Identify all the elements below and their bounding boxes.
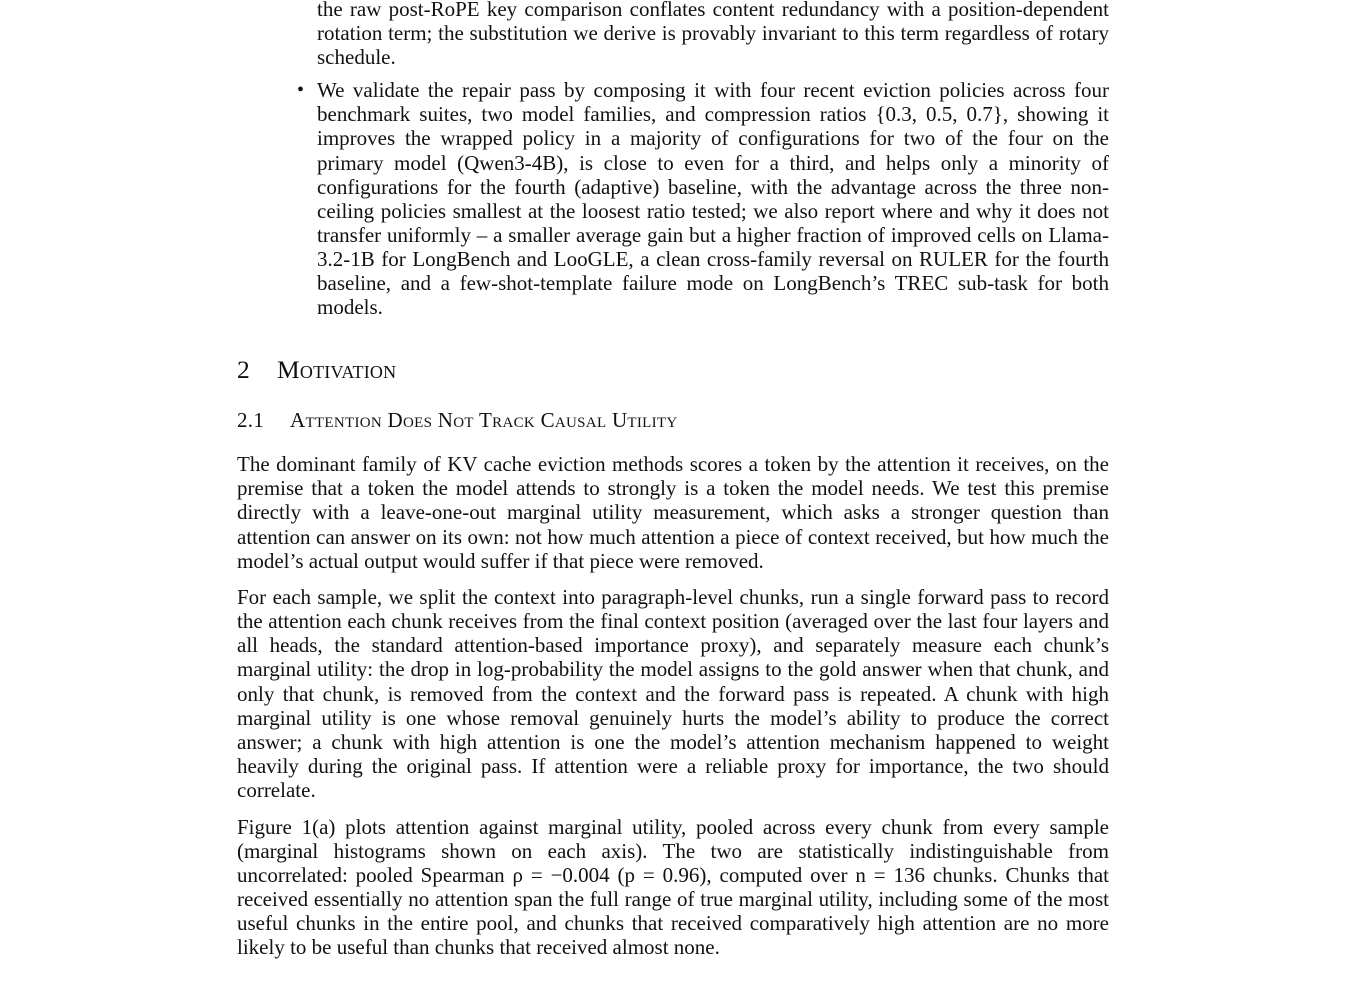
paragraph: The dominant family of KV cache eviction methods scores a token by the attention it receives, on the premise that a token the model attends to strongly is a token the model needs. We test this premise directly with a leave-one-out marginal utility measurement, which asks a stronger question than attention can answer on its own: not how much attention a piece of context received, but how much the model’s actual output would suffer if that piece were removed. [237, 452, 1109, 573]
subsection-number: 2.1 [237, 408, 265, 433]
section-title: Motivation [277, 355, 397, 385]
paper-page [237, 0, 1109, 959]
paragraph: For each sample, we split the context into paragraph-level chunks, run a single forward pass to record the attention each chunk receives from the final context position (averaged over the last four layers and all heads, the standard attention-based importance proxy), and separately measure each chunk’s marginal utility: the drop in log-probability the model assigns to the gold answer when that chunk, and only that chunk, is removed from the context and the forward pass is repeated. A chunk with high marginal utility is one whose removal genuinely hurts the model’s ability to produce the correct answer; a chunk with high attention is one the model’s attention mechanism happened to weight heavily during the original pass. If attention were a reliable proxy for importance, the two should correlate. [237, 585, 1109, 802]
section-heading [237, 355, 1109, 385]
subsection-title: Attention Does Not Track Causal Utility [290, 408, 678, 433]
bullet-continuation [317, 0, 1109, 69]
section-number: 2 [237, 355, 250, 385]
subsection-heading [237, 407, 1109, 433]
bullet-continuation-text: the raw post-RoPE key comparison conflates content redundancy with a position-dependent rotation term; the substitution we derive is provably invariant to this term regardless of rotary schedule. [317, 0, 1109, 70]
bullet-text: We validate the repair pass by composing it with four recent eviction policies across four benchmark suites, two model families, and compression ratios {0.3, 0.5, 0.7}, showing it improves the wrapped policy in a majority of configurations for two of the four on the primary model (Qwen3-4B), is close to even for a third, and helps only a minority of configurations for the fourth (adaptive) baseline, with the advantage across the three non-ceiling policies smallest at the loosest ratio tested; we also report where and why it does not transfer uniformly – a smaller average gain but a higher fraction of improved cells on Llama-3.2-1B for LongBench and LooGLE, a clean cross-family reversal on RULER for the fourth baseline, and a few-shot-template failure mode on LongBench’s TREC sub-task for both models. [317, 78, 1109, 320]
bullet-marker: • [297, 79, 305, 102]
paragraph: Figure 1(a) plots attention against marginal utility, pooled across every chunk from every sample (marginal histograms shown on each axis). The two are statistically indistinguishable from uncorrelated: pooled Spearman ρ = −0.004 (p = 0.96), computed over n = 136 chunks. Chunks that received essentially no attention span the full range of true marginal utility, including some of the most useful chunks in the entire pool, and chunks that received comparatively high attention are no more likely to be useful than chunks that received almost none. [237, 814, 1109, 959]
bullet-item [297, 78, 1109, 320]
